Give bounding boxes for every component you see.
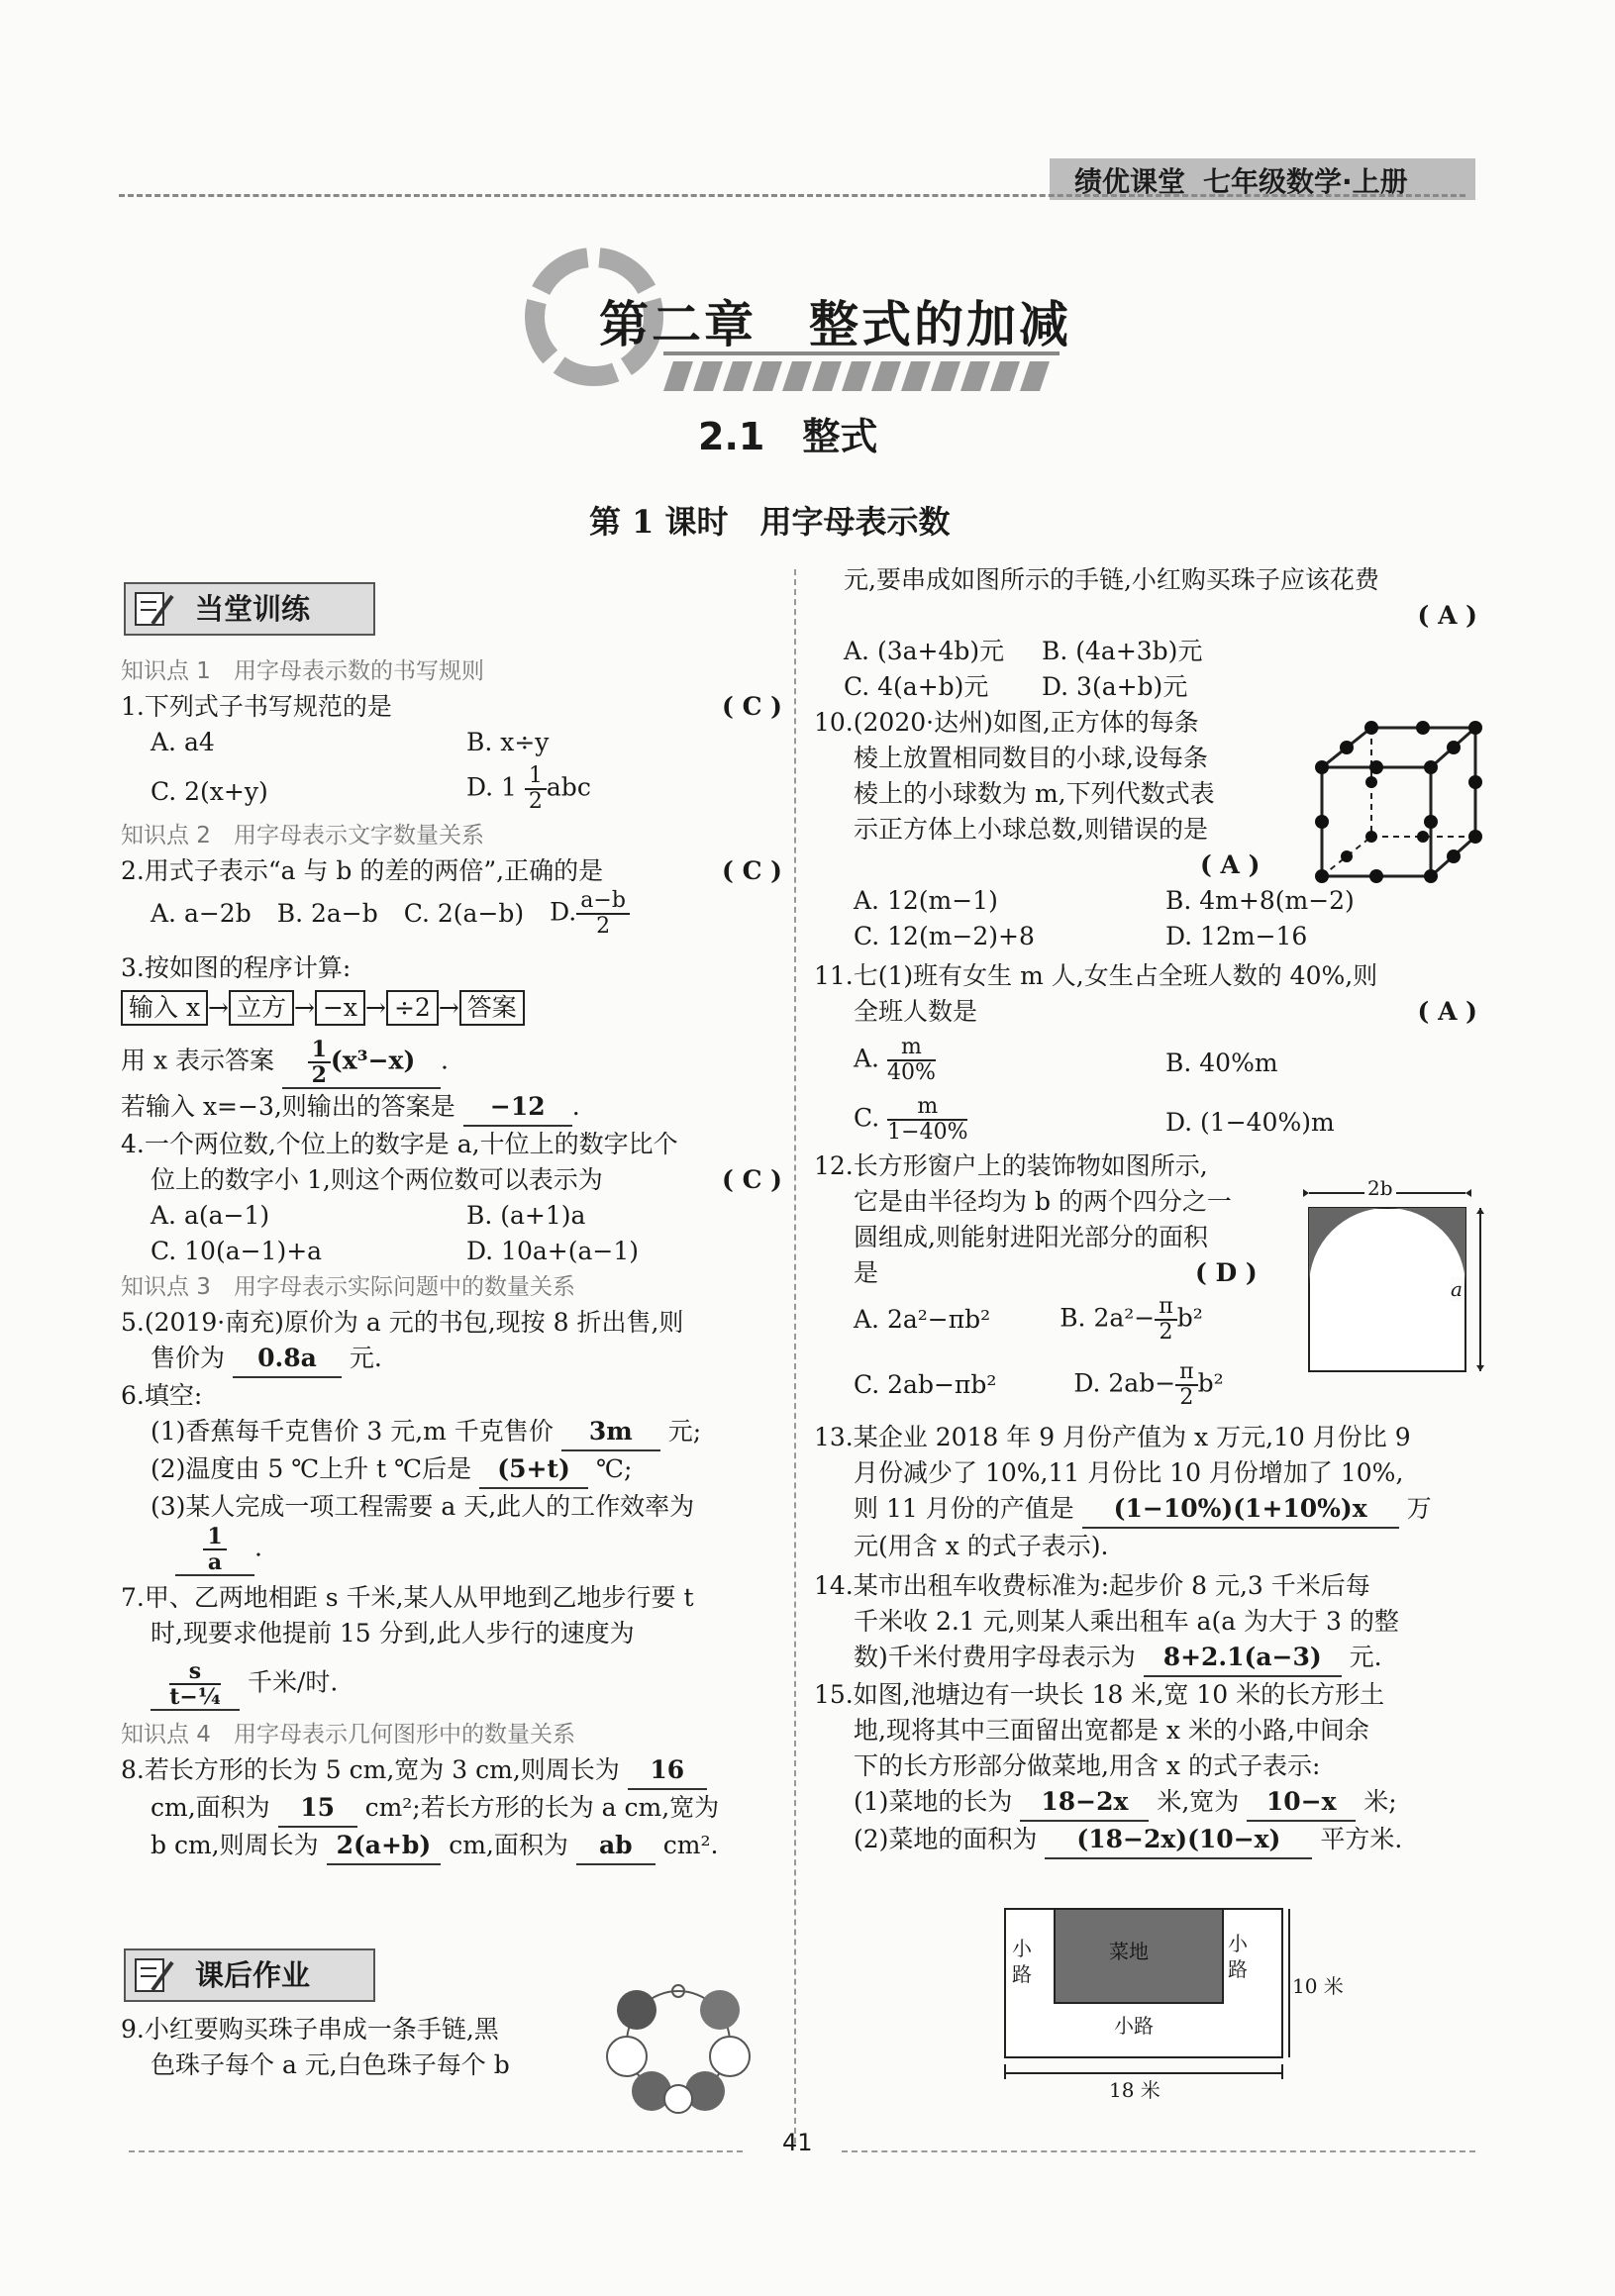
knowledge-point-4: 知识点 4 用字母表示几何图形中的数量关系: [121, 1722, 575, 1747]
garden-width-label: 10 米: [1292, 1974, 1344, 1998]
header-divider: [119, 194, 1465, 197]
question-8: 8.若长方形的长为 5 cm,宽为 3 cm,则周长为 16: [121, 1752, 782, 1790]
path-left-label: 小路: [1012, 1937, 1032, 1986]
question-7: 7.甲、乙两地相距 s 千米,某人从甲地到乙地步行要 t: [121, 1583, 694, 1612]
chapter-title: 第二章 整式的加减: [599, 296, 1071, 353]
bracelet-figure: [604, 1965, 753, 2114]
section-box-practice: 当堂训练: [124, 582, 375, 636]
path-bottom-label: 小路: [1114, 2014, 1154, 2038]
question-12: 12.长方形窗户上的装饰物如图所示,: [814, 1151, 1208, 1180]
cube-figure: [1307, 718, 1485, 886]
question-14: 14.某市出租车收费标准为:起步价 8 元,3 千米后每: [814, 1571, 1370, 1600]
knowledge-point-2: 知识点 2 用字母表示文字数量关系: [121, 823, 484, 849]
garden-length-label: 18 米: [1109, 2078, 1161, 2102]
lesson-title: 第 1 课时 用字母表示数: [589, 503, 951, 541]
pencil-note-icon: [133, 1954, 176, 1994]
column-divider: [794, 569, 796, 2144]
question-9-start: 9.小红要购买珠子串成一条手链,黑 色珠子每个 a 元,白色珠子每个 b: [121, 2015, 510, 2079]
section-box-homework: 课后作业: [124, 1948, 375, 2002]
question-2: 2.用式子表示“a 与 b 的差的两倍”,正确的是 ( C ): [121, 856, 782, 885]
question-13: 13.某企业 2018 年 9 月份产值为 x 万元,10 月份比 9: [814, 1423, 1411, 1451]
program-flow: 输入 x → 立方 → −x → ÷2 → 答案: [121, 990, 782, 1026]
garden-figure: [1000, 1901, 1297, 2089]
window-width-label: 2b: [1364, 1176, 1396, 1200]
question-3: 3.按如图的程序计算:: [121, 953, 352, 982]
path-right-label: 小路: [1228, 1932, 1248, 1981]
section-title: 2.1 整式: [698, 415, 878, 458]
left-column: 知识点 1 用字母表示数的书写规则 1.下列式子书写规范的是 ( C ) A. a4 B. x÷y C. 2(x+y) D. 1 $\frac{1}{2}$ abc 知识点 2 用字母表示文字数量关系 2.用式子表示“a 与 b 的差的两倍”,正确的是 ( C ) A. a−2b B. 2a−b C. 2(a−b) D. $\frac{a-b}{2}$ 3.按如图的程序计算: 输入 x → 立方 → −x → ÷2 → 答案 用 x 表示答案 $\frac{1}{2}$ (x³−x) . 若输入 x=−3,则输出的答案是 −12 . 4.一个两位数,个位上的数字是 a,十位上的数字比个 位上的数字小 1,则这个两位数可以表示为 ( C ) A. a(a−1) B. (a+1)a C. 10(a−1)+a D. 10a+(a−1) 知识点 3 用字母表示实际问题中的数量关系 5.(2019·南充)原价为 a 元的书包,现按 8 折出售,则 售价为 0.8a 元. 6.填空: (1)香蕉每千克售价 3 元,m 千克售价 3m 元; (2)温度由 5 ℃上升 t ℃后是 (5+t) ℃; (3)某人完成一项工程需要 a 天,此人的工作效率为 $\frac{1}{a}$ . 7.甲、乙两地相距 s 千米,某人从甲地到乙地步行要 t 时,现要求他提前 15 分到,此人步行的速度为 $\frac{s}{\text{t−¼}}$ 千米/时. 知识点 4 用字母表示几何图形中的数量关系 8.若长方形的长为 5 cm,宽为 3 cm,则周长为 16 cm,面积为 15 cm²;若长方形的长为 a cm,宽为 b cm,则周长为 2(a+b) cm,面积为 ab cm².: [121, 653, 782, 1865]
question-1: 1.下列式子书写规范的是 ( C ): [121, 692, 782, 721]
pencil-note-icon: [133, 588, 176, 628]
knowledge-point-1: 知识点 1 用字母表示数的书写规则: [121, 658, 484, 684]
question-5: 5.(2019·南充)原价为 a 元的书包,现按 8 折出售,则: [121, 1308, 684, 1337]
header-brand: 绩优课堂: [1074, 165, 1186, 198]
knowledge-point-3: 知识点 3 用字母表示实际问题中的数量关系: [121, 1274, 575, 1300]
question-10: 10.(2020·达州)如图,正方体的每条: [814, 708, 1199, 737]
question-15: 15.如图,池塘边有一块长 18 米,宽 10 米的长方形土: [814, 1680, 1385, 1709]
footer-divider-right: [842, 2150, 1475, 2152]
header-book: 七年级数学·上册: [1203, 165, 1408, 198]
page-number: 41: [782, 2129, 813, 2156]
footer-divider-left: [129, 2150, 743, 2152]
question-6: 6.填空:: [121, 1381, 203, 1410]
right-column: 元,要串成如图所示的手链,小红购买珠子应该花费 ( A ) A. (3a+4b)元 B. (4a+3b)元 C. 4(a+b)元 D. 3(a+b)元 10.(2020·达州)如图,正方体的每条 棱上放置相同数目的小球,设每条 棱上的小球数为 m,下列代数式表 示正方体上小球总数,则错误的是 ( A ) A. 12(m−1) B. 4m+8(m−2) C. 12(m−2)+8 D. 12m−16 11.七(1)班有女生 m 人,女生占全班人数的 40%,则 全班人数是 ( A ) A. $\frac{m}{40\%}$ B. 40%m C. $\frac{m}{1-40\%}$ D. (1−40%)m 12.长方形窗户上的装饰物如图所示, 它是由半径均为 b 的两个四分之一 圆组成,则能射进阳光部分的面积 是 ( D ) A. 2a²−πb² B. 2a²− $\frac{\pi}{2}$ b² C. 2ab−πb² D. 2ab− $\frac{\pi}{2}$ b² 13.某企业 2018 年 9 月份产值为 x 万元,10 月份比 9 月份减少了 10%,11 月份比 10 月份增加了 10%, 则 11 月份的产值是 (1−10%)(1+10%)x 万 元(用含 x 的式子表示). 14.某市出租车收费标准为:起步价 8 元,3 千米后每 千米收 2.1 元,则某人乘出租车 a(a 为大于 3 的整 数)千米付费用字母表示为 8+2.1(a−3) 元. 15.如图,池塘边有一块长 18 米,宽 10 米的长方形土 地,现将其中三面留出宽都是 x 米的小路,中间余 下的长方形部分做菜地,用含 x 的式子表示: (1)菜地的长为 18−2x 米,宽为 10−x 米; (2)菜地的面积为 (18−2x)(10−x) 平方米.: [814, 562, 1477, 1859]
question-11: 11.七(1)班有女生 m 人,女生占全班人数的 40%,则: [814, 961, 1378, 990]
question-4: 4.一个两位数,个位上的数字是 a,十位上的数字比个: [121, 1130, 678, 1158]
window-height-label: a: [1451, 1277, 1463, 1301]
garden-label: 菜地: [1109, 1940, 1149, 1963]
